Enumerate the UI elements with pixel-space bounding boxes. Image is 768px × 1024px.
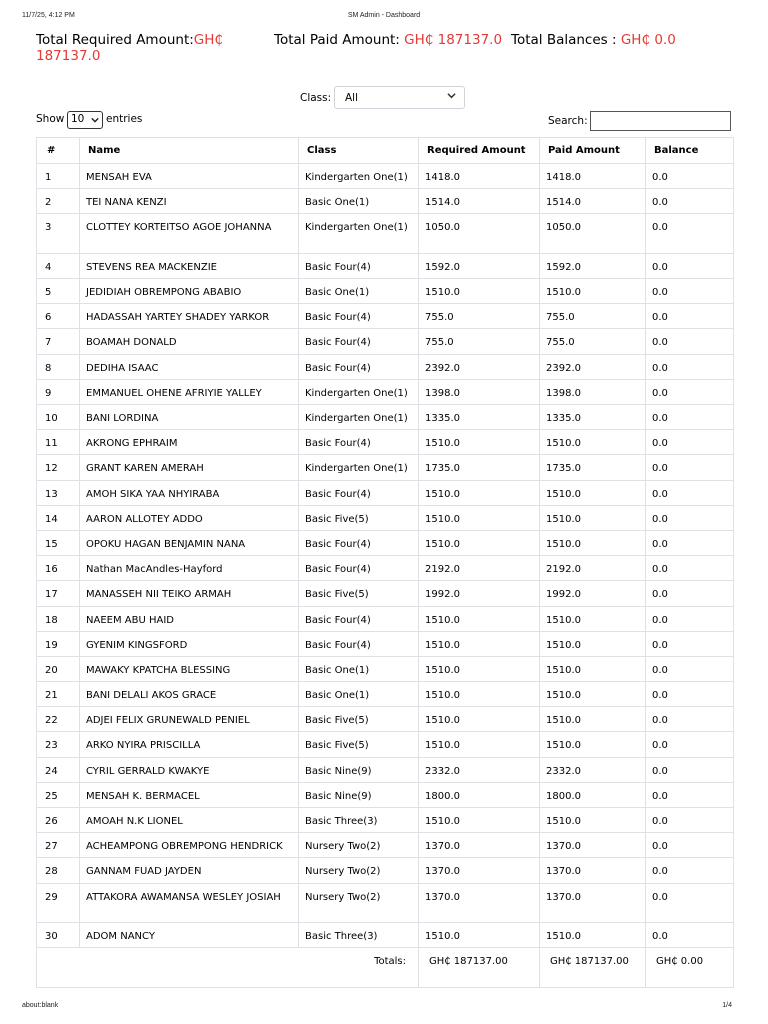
table-row — [37, 455, 734, 480]
table-row — [37, 505, 734, 530]
cell-name: AKRONG EPHRAIM — [80, 430, 299, 455]
cell-number: 3 — [37, 214, 80, 254]
cell-required-amount: 1510.0 — [419, 631, 540, 656]
cell-balance: 0.0 — [646, 505, 734, 530]
cell-number: 30 — [37, 923, 80, 948]
cell-class: Kindergarten One(1) — [299, 455, 419, 480]
cell-name: AMOH SIKA YAA NHYIRABA — [80, 480, 299, 505]
cell-name: ACHEAMPONG OBREMPONG HENDRICK — [80, 833, 299, 858]
table-row — [37, 480, 734, 505]
cell-number: 9 — [37, 379, 80, 404]
cell-name: ADOM NANCY — [80, 923, 299, 948]
cell-paid-amount: 1418.0 — [540, 164, 646, 189]
cell-balance: 0.0 — [646, 189, 734, 214]
cell-class: Basic One(1) — [299, 682, 419, 707]
cell-balance: 0.0 — [646, 883, 734, 923]
cell-number: 29 — [37, 883, 80, 923]
cell-required-amount: 1510.0 — [419, 656, 540, 681]
cell-paid-amount: 1514.0 — [540, 189, 646, 214]
cell-class: Basic Nine(9) — [299, 757, 419, 782]
cell-name: AMOAH N.K LIONEL — [80, 808, 299, 833]
chevron-down-icon — [447, 91, 456, 100]
cell-number: 28 — [37, 858, 80, 883]
total-required — [36, 32, 266, 64]
cell-class: Basic Four(4) — [299, 430, 419, 455]
cell-class: Basic Four(4) — [299, 304, 419, 329]
cell-balance: 0.0 — [646, 253, 734, 278]
cell-number: 16 — [37, 556, 80, 581]
table-row — [37, 530, 734, 555]
table-row — [37, 405, 734, 430]
table-row — [37, 606, 734, 631]
print-footer — [22, 1002, 746, 1012]
cell-name: JEDIDIAH OBREMPONG ABABIO — [80, 279, 299, 304]
cell-name: MAWAKY KPATCHA BLESSING — [80, 656, 299, 681]
cell-paid-amount: 755.0 — [540, 329, 646, 354]
cell-paid-amount: 1370.0 — [540, 858, 646, 883]
cell-class: Basic One(1) — [299, 656, 419, 681]
cell-required-amount: 1800.0 — [419, 782, 540, 807]
total-paid-label: Total Paid Amount: — [274, 32, 405, 48]
cell-name: Nathan MacAndles-Hayford — [80, 556, 299, 581]
cell-paid-amount: 1510.0 — [540, 430, 646, 455]
cell-number: 14 — [37, 505, 80, 530]
cell-name: GRANT KAREN AMERAH — [80, 455, 299, 480]
cell-number: 4 — [37, 253, 80, 278]
cell-class: Basic Four(4) — [299, 606, 419, 631]
cell-paid-amount: 1510.0 — [540, 808, 646, 833]
cell-required-amount: 1992.0 — [419, 581, 540, 606]
cell-number: 26 — [37, 808, 80, 833]
cell-number: 11 — [37, 430, 80, 455]
col-header-class[interactable]: Class — [299, 138, 419, 164]
col-header-number[interactable]: # — [37, 138, 80, 164]
cell-paid-amount: 2192.0 — [540, 556, 646, 581]
cell-balance: 0.0 — [646, 164, 734, 189]
cell-paid-amount: 1510.0 — [540, 480, 646, 505]
cell-name: BANI DELALI AKOS GRACE — [80, 682, 299, 707]
cell-required-amount: 1510.0 — [419, 505, 540, 530]
cell-balance: 0.0 — [646, 631, 734, 656]
cell-required-amount: 1050.0 — [419, 214, 540, 254]
cell-required-amount: 1510.0 — [419, 923, 540, 948]
cell-name: BANI LORDINA — [80, 405, 299, 430]
cell-number: 10 — [37, 405, 80, 430]
cell-class: Nursery Two(2) — [299, 833, 419, 858]
col-header-name[interactable]: Name — [80, 138, 299, 164]
table-row — [37, 279, 734, 304]
cell-paid-amount: 1510.0 — [540, 606, 646, 631]
cell-name: ADJEI FELIX GRUNEWALD PENIEL — [80, 707, 299, 732]
class-select-value: All — [345, 92, 359, 104]
cell-balance: 0.0 — [646, 556, 734, 581]
table-row — [37, 189, 734, 214]
cell-class: Basic Four(4) — [299, 530, 419, 555]
table-row — [37, 757, 734, 782]
cell-number: 21 — [37, 682, 80, 707]
total-balance-value: GH₵ 0.0 — [620, 32, 676, 48]
cell-required-amount: 1510.0 — [419, 682, 540, 707]
totals-balance: GH₵ 0.00 — [646, 948, 734, 988]
cell-paid-amount: 1735.0 — [540, 455, 646, 480]
cell-number: 22 — [37, 707, 80, 732]
col-header-paid-amount[interactable]: Paid Amount — [540, 138, 646, 164]
cell-balance: 0.0 — [646, 480, 734, 505]
table-row — [37, 656, 734, 681]
search-label: Search: — [548, 115, 588, 127]
cell-required-amount: 1510.0 — [419, 808, 540, 833]
table-row — [37, 631, 734, 656]
cell-name: OPOKU HAGAN BENJAMIN NANA — [80, 530, 299, 555]
cell-number: 5 — [37, 279, 80, 304]
cell-balance: 0.0 — [646, 808, 734, 833]
cell-balance: 0.0 — [646, 405, 734, 430]
total-required-label: Total Required Amount: — [36, 32, 194, 48]
cell-name: MENSAH K. BERMACEL — [80, 782, 299, 807]
cell-class: Basic Four(4) — [299, 631, 419, 656]
table-row — [37, 354, 734, 379]
cell-balance: 0.0 — [646, 923, 734, 948]
cell-name: CYRIL GERRALD KWAKYE — [80, 757, 299, 782]
cell-class: Kindergarten One(1) — [299, 164, 419, 189]
table-row — [37, 556, 734, 581]
cell-name: MENSAH EVA — [80, 164, 299, 189]
cell-number: 15 — [37, 530, 80, 555]
cell-number: 8 — [37, 354, 80, 379]
cell-number: 17 — [37, 581, 80, 606]
cell-paid-amount: 2392.0 — [540, 354, 646, 379]
cell-name: TEI NANA KENZI — [80, 189, 299, 214]
totals-label: Totals: — [299, 948, 419, 988]
cell-balance: 0.0 — [646, 707, 734, 732]
cell-class: Basic Four(4) — [299, 354, 419, 379]
table-row — [37, 923, 734, 948]
cell-paid-amount: 1335.0 — [540, 405, 646, 430]
cell-paid-amount: 755.0 — [540, 304, 646, 329]
table-row — [37, 707, 734, 732]
chevron-down-icon — [91, 116, 99, 124]
cell-name: NAEEM ABU HAID — [80, 606, 299, 631]
cell-balance: 0.0 — [646, 782, 734, 807]
cell-class: Basic Three(3) — [299, 808, 419, 833]
cell-number: 23 — [37, 732, 80, 757]
entries-select[interactable] — [67, 111, 103, 129]
cell-required-amount: 1510.0 — [419, 480, 540, 505]
cell-required-amount: 2392.0 — [419, 354, 540, 379]
entries-label: entries — [106, 113, 143, 125]
cell-paid-amount: 1510.0 — [540, 682, 646, 707]
cell-class: Basic Nine(9) — [299, 782, 419, 807]
cell-required-amount: 755.0 — [419, 329, 540, 354]
table-row — [37, 732, 734, 757]
cell-required-amount: 1398.0 — [419, 379, 540, 404]
totals-row — [37, 948, 734, 988]
cell-number: 7 — [37, 329, 80, 354]
totals-paid: GH₵ 187137.00 — [540, 948, 646, 988]
table-row — [37, 214, 734, 254]
totals-spacer — [80, 948, 299, 988]
cell-balance: 0.0 — [646, 214, 734, 254]
cell-required-amount: 1735.0 — [419, 455, 540, 480]
cell-required-amount: 1510.0 — [419, 279, 540, 304]
cell-required-amount: 755.0 — [419, 304, 540, 329]
cell-paid-amount: 1370.0 — [540, 833, 646, 858]
cell-number: 1 — [37, 164, 80, 189]
cell-number: 18 — [37, 606, 80, 631]
cell-required-amount: 1510.0 — [419, 430, 540, 455]
cell-balance: 0.0 — [646, 430, 734, 455]
table-row — [37, 782, 734, 807]
total-balance-label: Total Balances : — [511, 32, 621, 48]
total-paid-value: GH₵ 187137.0 — [404, 32, 503, 48]
cell-number: 20 — [37, 656, 80, 681]
show-label: Show — [36, 113, 65, 125]
cell-balance: 0.0 — [646, 682, 734, 707]
cell-required-amount: 1510.0 — [419, 732, 540, 757]
cell-required-amount: 1370.0 — [419, 883, 540, 923]
cell-balance: 0.0 — [646, 379, 734, 404]
table-row — [37, 883, 734, 923]
cell-balance: 0.0 — [646, 833, 734, 858]
cell-paid-amount: 1510.0 — [540, 707, 646, 732]
totals-required: GH₵ 187137.00 — [419, 948, 540, 988]
cell-required-amount: 1592.0 — [419, 253, 540, 278]
cell-number: 2 — [37, 189, 80, 214]
cell-required-amount: 1514.0 — [419, 189, 540, 214]
table-row — [37, 858, 734, 883]
search-input[interactable] — [590, 111, 731, 131]
students-table — [36, 137, 734, 988]
cell-class: Basic Five(5) — [299, 505, 419, 530]
cell-paid-amount: 1510.0 — [540, 505, 646, 530]
totals-spacer — [37, 948, 80, 988]
cell-required-amount: 1418.0 — [419, 164, 540, 189]
cell-paid-amount: 1050.0 — [540, 214, 646, 254]
cell-name: BOAMAH DONALD — [80, 329, 299, 354]
table-row — [37, 253, 734, 278]
cell-number: 24 — [37, 757, 80, 782]
cell-number: 27 — [37, 833, 80, 858]
cell-name: ARKO NYIRA PRISCILLA — [80, 732, 299, 757]
col-header-balance[interactable]: Balance — [646, 138, 734, 164]
print-url: about:blank — [22, 1002, 59, 1009]
total-balance — [511, 32, 676, 48]
col-header-required-amount[interactable]: Required Amount — [419, 138, 540, 164]
print-page-title: SM Admin - Dashboard — [347, 12, 421, 19]
cell-paid-amount: 1510.0 — [540, 732, 646, 757]
table-row — [37, 808, 734, 833]
cell-required-amount: 2192.0 — [419, 556, 540, 581]
total-required-value: GH₵ 187137.0 — [36, 32, 223, 64]
cell-paid-amount: 1370.0 — [540, 883, 646, 923]
cell-balance: 0.0 — [646, 858, 734, 883]
cell-required-amount: 1370.0 — [419, 858, 540, 883]
table-row — [37, 304, 734, 329]
table-row — [37, 833, 734, 858]
cell-balance: 0.0 — [646, 530, 734, 555]
cell-name: GANNAM FUAD JAYDEN — [80, 858, 299, 883]
cell-paid-amount: 1510.0 — [540, 631, 646, 656]
cell-required-amount: 1510.0 — [419, 707, 540, 732]
cell-required-amount: 1510.0 — [419, 530, 540, 555]
cell-required-amount: 1510.0 — [419, 606, 540, 631]
cell-paid-amount: 1510.0 — [540, 923, 646, 948]
print-datetime: 11/7/25, 4:12 PM — [22, 12, 75, 19]
cell-balance: 0.0 — [646, 656, 734, 681]
cell-paid-amount: 2332.0 — [540, 757, 646, 782]
cell-paid-amount: 1800.0 — [540, 782, 646, 807]
cell-paid-amount: 1592.0 — [540, 253, 646, 278]
cell-name: STEVENS REA MACKENZIE — [80, 253, 299, 278]
cell-paid-amount: 1992.0 — [540, 581, 646, 606]
cell-class: Basic Five(5) — [299, 707, 419, 732]
cell-class: Basic Four(4) — [299, 253, 419, 278]
class-select[interactable] — [334, 86, 465, 109]
class-filter-label: Class: — [300, 92, 332, 104]
table-row — [37, 430, 734, 455]
table-row — [37, 682, 734, 707]
table-row — [37, 379, 734, 404]
cell-balance: 0.0 — [646, 329, 734, 354]
table-row — [37, 329, 734, 354]
cell-paid-amount: 1398.0 — [540, 379, 646, 404]
cell-balance: 0.0 — [646, 732, 734, 757]
cell-balance: 0.0 — [646, 354, 734, 379]
cell-paid-amount: 1510.0 — [540, 279, 646, 304]
table-header-row — [37, 138, 734, 164]
cell-class: Kindergarten One(1) — [299, 379, 419, 404]
cell-class: Basic One(1) — [299, 279, 419, 304]
cell-class: Basic Four(4) — [299, 329, 419, 354]
cell-class: Nursery Two(2) — [299, 883, 419, 923]
cell-required-amount: 1370.0 — [419, 833, 540, 858]
cell-class: Basic Four(4) — [299, 556, 419, 581]
cell-name: GYENIM KINGSFORD — [80, 631, 299, 656]
cell-required-amount: 2332.0 — [419, 757, 540, 782]
cell-class: Kindergarten One(1) — [299, 214, 419, 254]
cell-name: ATTAKORA AWAMANSA WESLEY JOSIAH — [80, 883, 299, 923]
cell-balance: 0.0 — [646, 606, 734, 631]
cell-name: CLOTTEY KORTEITSO AGOE JOHANNA — [80, 214, 299, 254]
cell-class: Basic Five(5) — [299, 581, 419, 606]
cell-paid-amount: 1510.0 — [540, 530, 646, 555]
table-row — [37, 581, 734, 606]
cell-number: 12 — [37, 455, 80, 480]
print-header — [22, 12, 746, 22]
cell-name: AARON ALLOTEY ADDO — [80, 505, 299, 530]
cell-number: 6 — [37, 304, 80, 329]
print-page-number: 1/4 — [722, 1002, 732, 1009]
cell-class: Basic Five(5) — [299, 732, 419, 757]
cell-number: 25 — [37, 782, 80, 807]
cell-name: EMMANUEL OHENE AFRIYIE YALLEY — [80, 379, 299, 404]
entries-select-value: 10 — [71, 113, 85, 125]
cell-number: 19 — [37, 631, 80, 656]
cell-paid-amount: 1510.0 — [540, 656, 646, 681]
cell-balance: 0.0 — [646, 455, 734, 480]
cell-required-amount: 1335.0 — [419, 405, 540, 430]
cell-balance: 0.0 — [646, 757, 734, 782]
cell-balance: 0.0 — [646, 304, 734, 329]
table-row — [37, 164, 734, 189]
cell-class: Nursery Two(2) — [299, 858, 419, 883]
cell-name: HADASSAH YARTEY SHADEY YARKOR — [80, 304, 299, 329]
cell-class: Basic Four(4) — [299, 480, 419, 505]
cell-class: Basic Three(3) — [299, 923, 419, 948]
cell-name: MANASSEH NII TEIKO ARMAH — [80, 581, 299, 606]
cell-class: Kindergarten One(1) — [299, 405, 419, 430]
cell-number: 13 — [37, 480, 80, 505]
cell-balance: 0.0 — [646, 581, 734, 606]
cell-class: Basic One(1) — [299, 189, 419, 214]
cell-name: DEDIHA ISAAC — [80, 354, 299, 379]
cell-balance: 0.0 — [646, 279, 734, 304]
table-body — [37, 164, 734, 948]
total-paid — [274, 32, 502, 48]
